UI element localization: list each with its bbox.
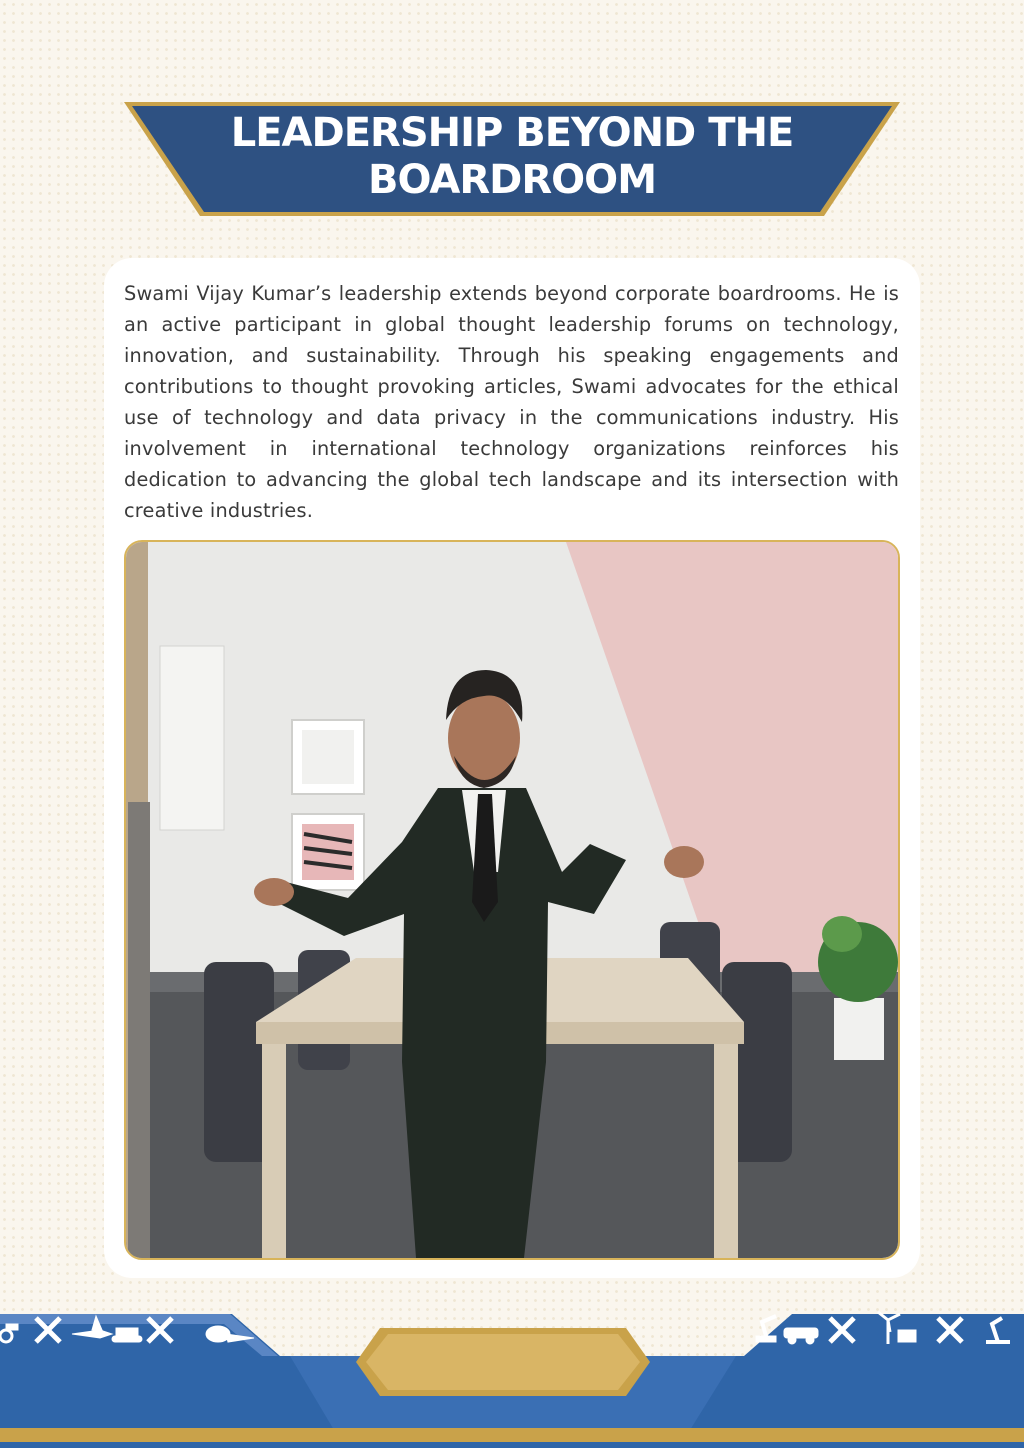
title-banner bbox=[122, 100, 902, 218]
footer-band bbox=[0, 1300, 1024, 1448]
conch-shell-icon bbox=[206, 1326, 254, 1342]
microscope-icon bbox=[986, 1318, 1010, 1342]
tank-icon bbox=[112, 1328, 142, 1342]
wind-turbine-icon bbox=[878, 1312, 900, 1344]
page-title: LEADERSHIP BEYOND THE BOARDROOM bbox=[230, 110, 794, 203]
robot-arm-icon bbox=[756, 1316, 776, 1342]
article-body-text: Swami Vijay Kumar’s leadership extends beyond corporate boardrooms. He is an active participant in global thought leadership forums on technology, innovation, and sustainability. Through his speaking engagements and contributions to thought provoking articles, Swami advocates for the ethical use of technology and data privacy in the communications industry. His involvement in international technology organizations reinforces his dedication to advancing the global tech landscape and its intersection with creative industries. bbox=[124, 282, 899, 522]
profile-photo bbox=[124, 540, 900, 1260]
cross-stitch-icon bbox=[148, 1318, 172, 1342]
solar-panel-icon bbox=[898, 1330, 916, 1342]
footer-right-icon-strip bbox=[748, 1300, 1024, 1350]
electric-car-icon bbox=[784, 1328, 818, 1344]
jet-icon bbox=[72, 1316, 112, 1338]
cross-stitch-icon bbox=[938, 1318, 962, 1342]
cross-stitch-icon bbox=[830, 1318, 854, 1342]
motorbike-icon bbox=[0, 1324, 18, 1342]
footer-left-icon-strip bbox=[0, 1300, 260, 1350]
cross-stitch-icon bbox=[36, 1318, 60, 1342]
